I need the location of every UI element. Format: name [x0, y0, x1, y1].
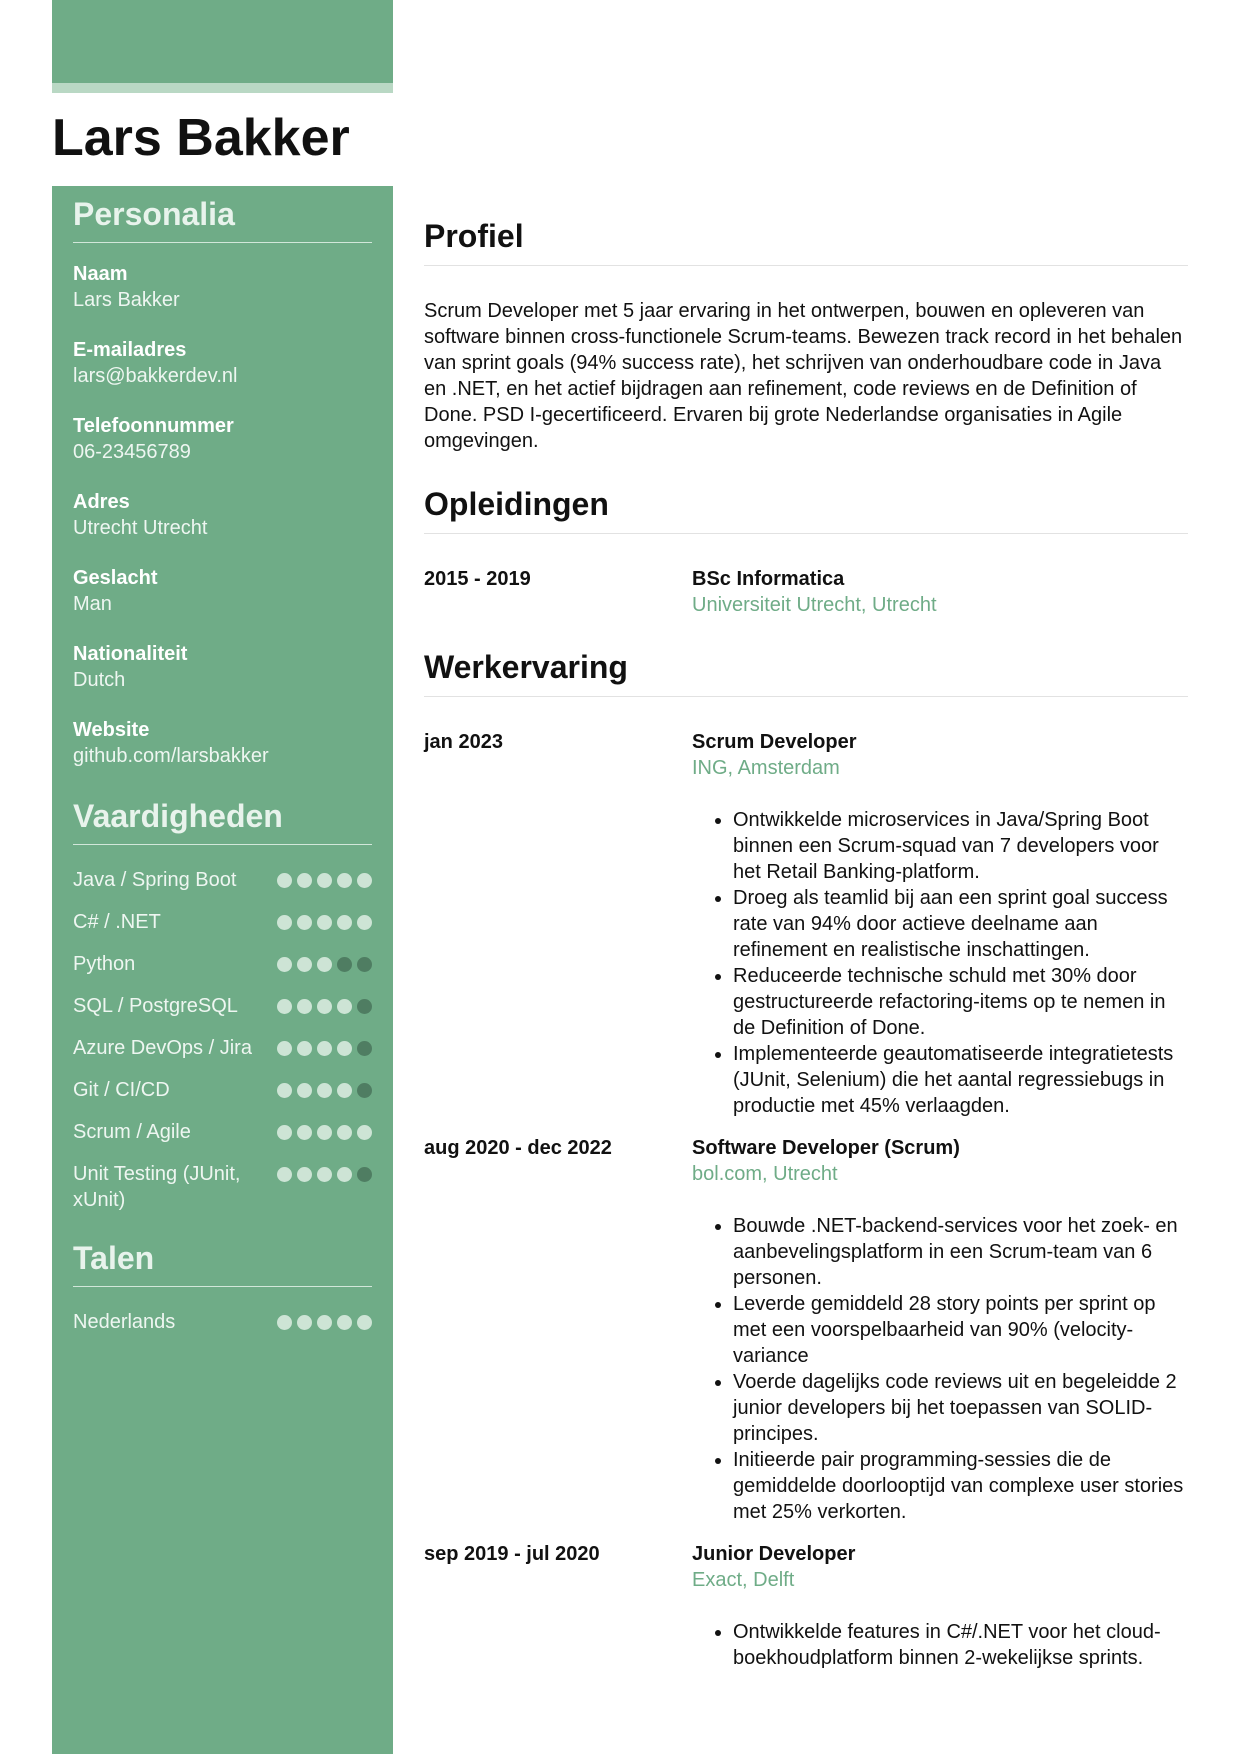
info-label: Nationaliteit — [73, 643, 188, 665]
info-value: 06-23456789 — [73, 441, 191, 463]
info-label: Telefoonnummer — [73, 415, 234, 437]
bullet-item: • Initieerde pair programming-sessies die de gemiddelde doorlooptijd van complexe user stories met 25% verkorten. — [733, 1447, 1188, 1525]
divider — [424, 533, 1188, 534]
sidebar — [52, 186, 393, 1754]
divider — [424, 265, 1188, 266]
experience-entry — [424, 1541, 1188, 1671]
rating-dot-filled — [317, 957, 332, 972]
skill-name: C# / .NET — [73, 911, 161, 933]
bullet-item: • Implementeerde geautomatiseerde integratietests (JUnit, Selenium) die het aantal regressiebugs in productie met 45% verlaagden. — [733, 1041, 1188, 1119]
rating-dot-filled — [277, 1167, 292, 1182]
info-item-phone — [73, 413, 372, 465]
entry-body — [692, 729, 1188, 1119]
info-value: Utrecht Utrecht — [73, 517, 208, 539]
rating-dots — [277, 867, 372, 888]
education-section — [424, 485, 1188, 618]
rating-dot-filled — [337, 999, 352, 1014]
rating-dot-filled — [337, 1125, 352, 1140]
personal-heading: Personalia — [73, 196, 235, 232]
entry-body — [692, 1541, 1188, 1671]
entry-date: jan 2023 — [424, 731, 503, 753]
info-item-website — [73, 717, 372, 769]
skill-row — [73, 1119, 372, 1145]
education-heading: Opleidingen — [424, 486, 609, 522]
skill-name: SQL / PostgreSQL — [73, 995, 238, 1017]
info-item-gender — [73, 565, 372, 617]
bullet-item: • Ontwikkelde features in C#/.NET voor het cloud-boekhoudplatform binnen 2-wekelijkse sprints. — [733, 1619, 1188, 1671]
entry-date: sep 2019 - jul 2020 — [424, 1543, 600, 1565]
info-item-name — [73, 261, 372, 313]
skill-row — [73, 1035, 372, 1061]
rating-dot-filled — [317, 1125, 332, 1140]
entry-title: Scrum Developer — [692, 731, 857, 753]
bullet-item: • Bouwde .NET-backend-services voor het zoek- en aanbevelingsplatform in een Scrum-team van 6 personen. — [733, 1213, 1188, 1291]
rating-dot-filled — [277, 1083, 292, 1098]
entry-body — [692, 566, 1188, 618]
divider — [73, 242, 372, 243]
divider — [73, 1286, 372, 1287]
rating-dot-filled — [337, 1083, 352, 1098]
entry-company: ING, Amsterdam — [692, 757, 840, 779]
rating-dot-empty — [357, 1167, 372, 1182]
rating-dot-empty — [357, 1083, 372, 1098]
experience-heading: Werkervaring — [424, 649, 628, 685]
info-value: Dutch — [73, 669, 126, 691]
main-content — [424, 186, 1188, 1671]
skill-name: Java / Spring Boot — [73, 869, 237, 891]
education-entry — [424, 566, 1188, 618]
rating-dot-filled — [297, 999, 312, 1014]
info-item-nationality — [73, 641, 372, 693]
rating-dot-filled — [277, 957, 292, 972]
rating-dot-filled — [297, 957, 312, 972]
language-row — [73, 1309, 372, 1335]
rating-dot-filled — [357, 1315, 372, 1330]
skill-row — [73, 867, 372, 893]
rating-dot-filled — [277, 873, 292, 888]
rating-dot-filled — [297, 1083, 312, 1098]
rating-dot-filled — [277, 1125, 292, 1140]
skill-name: Python — [73, 953, 136, 975]
bullet-item: • Reduceerde technische schuld met 30% door gestructureerde refactoring-items op te nemen in de Definition of Done. — [733, 963, 1188, 1041]
entry-company: Exact, Delft — [692, 1569, 795, 1591]
rating-dot-filled — [317, 873, 332, 888]
info-value: lars@bakkerdev.nl — [73, 365, 238, 387]
personal-section — [73, 186, 372, 769]
entry-company: bol.com, Utrecht — [692, 1163, 838, 1185]
entry-institution: Universiteit Utrecht, Utrecht — [692, 594, 937, 616]
rating-dot-filled — [317, 1083, 332, 1098]
info-value: Man — [73, 593, 112, 615]
skills-section — [73, 797, 372, 1213]
rating-dot-filled — [337, 873, 352, 888]
divider — [424, 696, 1188, 697]
experience-entry — [424, 729, 1188, 1119]
rating-dot-filled — [337, 915, 352, 930]
skills-list — [73, 867, 372, 1213]
rating-dot-filled — [337, 1315, 352, 1330]
languages-list — [73, 1309, 372, 1335]
entry-date: 2015 - 2019 — [424, 568, 531, 590]
rating-dot-filled — [317, 1315, 332, 1330]
rating-dot-filled — [317, 999, 332, 1014]
rating-dot-filled — [277, 1041, 292, 1056]
rating-dot-filled — [337, 1041, 352, 1056]
rating-dot-filled — [317, 1167, 332, 1182]
skill-name: Azure DevOps / Jira — [73, 1037, 252, 1059]
skill-row — [73, 1161, 372, 1213]
rating-dot-filled — [357, 1125, 372, 1140]
bullet-item: • Ontwikkelde microservices in Java/Spring Boot binnen een Scrum-squad van 7 developers voor het Retail Banking-platform. — [733, 807, 1188, 885]
rating-dots — [277, 1035, 372, 1056]
rating-dot-filled — [297, 1167, 312, 1182]
skill-row — [73, 951, 372, 977]
rating-dot-empty — [357, 1041, 372, 1056]
skill-row — [73, 993, 372, 1019]
skills-heading: Vaardigheden — [73, 798, 283, 834]
rating-dot-filled — [357, 873, 372, 888]
language-name: Nederlands — [73, 1311, 176, 1333]
header-accent-strip — [52, 83, 393, 93]
rating-dot-filled — [317, 1041, 332, 1056]
rating-dot-filled — [277, 999, 292, 1014]
rating-dots — [277, 1077, 372, 1098]
rating-dots — [277, 1161, 372, 1182]
skill-name: Unit Testing (JUnit, xUnit) — [73, 1163, 241, 1211]
rating-dot-filled — [277, 915, 292, 930]
resume-name: Lars Bakker — [52, 109, 350, 167]
info-item-email — [73, 337, 372, 389]
rating-dot-empty — [357, 999, 372, 1014]
entry-body — [692, 1135, 1188, 1525]
rating-dot-filled — [297, 1041, 312, 1056]
info-value: github.com/larsbakker — [73, 745, 269, 767]
profile-section — [424, 186, 1188, 454]
rating-dots — [277, 1119, 372, 1140]
bullet-list — [692, 1213, 1188, 1525]
info-label: Adres — [73, 491, 130, 513]
info-label: Geslacht — [73, 567, 158, 589]
skill-name: Git / CI/CD — [73, 1079, 170, 1101]
experience-section — [424, 648, 1188, 1671]
info-item-address — [73, 489, 372, 541]
experience-entry — [424, 1135, 1188, 1525]
info-label: E-mailadres — [73, 339, 187, 361]
entry-title: BSc Informatica — [692, 568, 845, 590]
rating-dots — [277, 993, 372, 1014]
rating-dot-filled — [317, 915, 332, 930]
bullet-item: • Droeg als teamlid bij aan een sprint goal success rate van 94% door actieve deelname aan refinement en realistische inschattingen. — [733, 885, 1188, 963]
profile-text: Scrum Developer met 5 jaar ervaring in het ontwerpen, bouwen en opleveren van software binnen cross-functionele Scrum-teams. Bewezen track record in het behalen van sprint goals (94% success rate), het schrijven van onderhoudbare code in Java en .NET, en het actief bijdragen aan refinement, code reviews en de Definition of Done. PSD I-gecertificeerd. Ervaren bij grote Nederlandse organisaties in Agile omgevingen. — [424, 300, 1183, 452]
rating-dots — [277, 951, 372, 972]
entry-title: Junior Developer — [692, 1543, 856, 1565]
profile-heading: Profiel — [424, 218, 524, 254]
rating-dot-filled — [337, 1167, 352, 1182]
info-label: Naam — [73, 263, 128, 285]
entry-title: Software Developer (Scrum) — [692, 1137, 960, 1159]
rating-dot-filled — [297, 873, 312, 888]
languages-heading: Talen — [73, 1240, 155, 1276]
header-accent-block — [52, 0, 393, 83]
rating-dot-filled — [277, 1315, 292, 1330]
info-label: Website — [73, 719, 150, 741]
rating-dots — [277, 909, 372, 930]
info-value: Lars Bakker — [73, 289, 180, 311]
rating-dot-filled — [297, 915, 312, 930]
rating-dot-filled — [297, 1315, 312, 1330]
bullet-item: • Voerde dagelijks code reviews uit en begeleidde 2 junior developers bij het toepassen van SOLID-principes. — [733, 1369, 1188, 1447]
rating-dot-empty — [337, 957, 352, 972]
entry-date: aug 2020 - dec 2022 — [424, 1137, 612, 1159]
languages-section — [73, 1239, 372, 1335]
skill-row — [73, 1077, 372, 1103]
skill-row — [73, 909, 372, 935]
divider — [73, 844, 372, 845]
bullet-list — [692, 1619, 1188, 1671]
rating-dot-empty — [357, 957, 372, 972]
rating-dot-filled — [297, 1125, 312, 1140]
bullet-item: • Leverde gemiddeld 28 story points per sprint op met een voorspelbaarheid van 90% (velocity-variance — [733, 1291, 1188, 1369]
rating-dots — [277, 1309, 372, 1330]
rating-dot-filled — [357, 915, 372, 930]
skill-name: Scrum / Agile — [73, 1121, 191, 1143]
bullet-list — [692, 807, 1188, 1119]
personal-list — [73, 261, 372, 769]
